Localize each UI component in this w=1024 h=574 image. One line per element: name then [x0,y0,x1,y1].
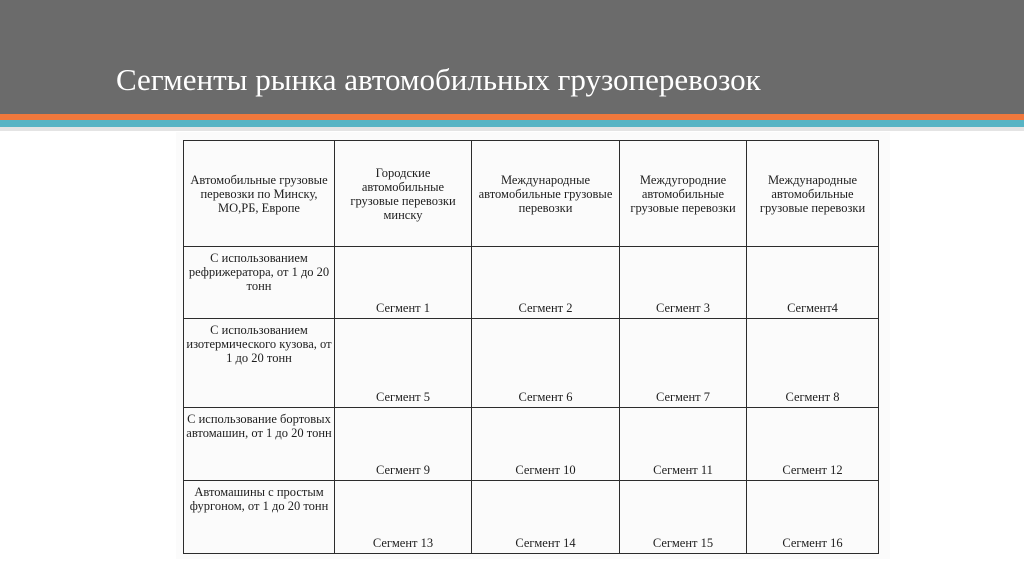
segment-cell: Сегмент4 [747,247,879,319]
segment-cell: Сегмент 10 [472,408,620,481]
row-label: С использованием рефрижератора, от 1 до 20 тонн [184,247,335,319]
table-header-row [184,141,879,247]
segment-cell: Сегмент 8 [747,319,879,408]
column-header: Международные автомобильные грузовые перевозки [472,141,620,247]
table-row [184,247,879,319]
table-row [184,408,879,481]
segment-cell: Сегмент 13 [335,481,472,554]
segment-cell: Сегмент 15 [620,481,747,554]
row-label: С использованием изотермического кузова, от 1 до 20 тонн [184,319,335,408]
segment-cell: Сегмент 7 [620,319,747,408]
corner-label: Автомобильные грузовые перевозки по Минску, МО,РБ, Европе [190,172,328,215]
row-label: С использование бортовых автомашин, от 1 до 20 тонн [184,408,335,481]
slide-title: Сегменты рынка автомобильных грузоперевозок [116,62,761,97]
table-row [184,481,879,554]
column-header: Городские автомобильные грузовые перевозки минску [335,141,472,247]
segment-cell: Сегмент 12 [747,408,879,481]
accent-stripe-gray [0,127,1024,131]
segments-table [183,140,879,554]
segment-cell: Сегмент 11 [620,408,747,481]
segment-cell: Сегмент 6 [472,319,620,408]
table-row [184,319,879,408]
segment-cell: Сегмент 14 [472,481,620,554]
segment-cell: Сегмент 3 [620,247,747,319]
segment-cell: Сегмент 16 [747,481,879,554]
segment-cell: Сегмент 2 [472,247,620,319]
row-label: Автомашины с простым фургоном, от 1 до 20 тонн [184,481,335,554]
segment-cell: Сегмент 1 [335,247,472,319]
segment-cell: Сегмент 5 [335,319,472,408]
column-header: Междугородние автомобильные грузовые перевозки [620,141,747,247]
segment-cell: Сегмент 9 [335,408,472,481]
corner-header-cell [184,141,335,247]
column-header: Международные автомобильные грузовые перевозки [747,141,879,247]
accent-stripe-teal [0,120,1024,127]
